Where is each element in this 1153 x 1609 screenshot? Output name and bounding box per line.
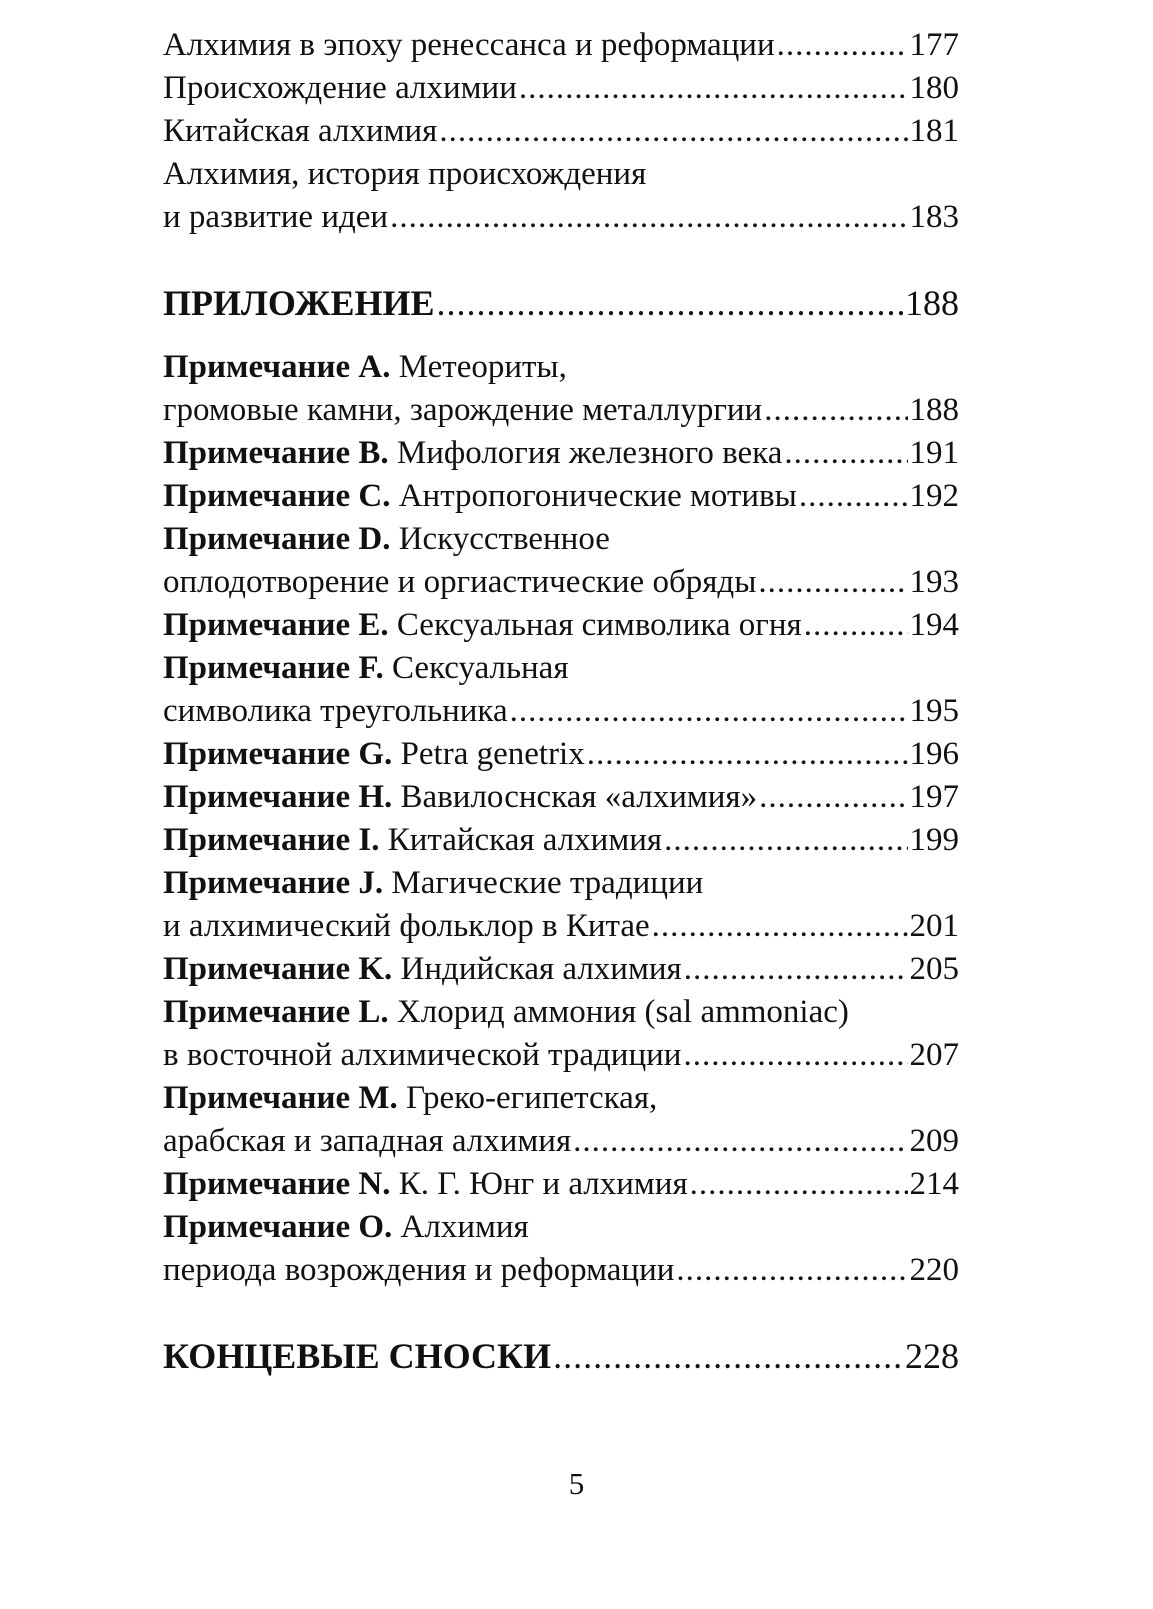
toc-note-entry	[163, 518, 959, 604]
toc-note-entry	[163, 475, 959, 518]
toc-leader-dots	[758, 561, 907, 604]
toc-entry-line	[163, 733, 959, 776]
toc-entry-line	[163, 690, 959, 733]
toc-entry-text: Хлорид аммония (sal ammoniac)	[396, 994, 849, 1030]
toc-note-entry	[163, 948, 959, 991]
toc-page-number: 188	[905, 283, 959, 323]
toc-heading-endnotes	[163, 1335, 959, 1378]
toc-entry-text: в восточной алхимической традиции	[163, 1037, 682, 1073]
toc-entry-text: и алхимический фольклор в Китае	[163, 908, 650, 944]
toc-page-number: 197	[909, 779, 959, 815]
toc-entry	[163, 153, 959, 239]
toc-entry	[163, 67, 959, 110]
toc-entry-title	[163, 776, 757, 819]
toc-note-label: Примечание G.	[163, 736, 393, 772]
toc-entry	[163, 24, 959, 67]
toc-entry-text: Индийская алхимия	[400, 951, 682, 987]
toc-page-number: 191	[909, 435, 959, 471]
toc-note-entry	[163, 776, 959, 819]
toc-note-label: Примечание K.	[163, 951, 393, 987]
toc-entry-text: Мифология железного века	[396, 435, 783, 471]
toc-leader-dots	[439, 110, 907, 153]
toc-page-number: 192	[909, 478, 959, 514]
toc-entry-line	[163, 991, 959, 1034]
toc-note-entry	[163, 733, 959, 776]
toc-leader-dots	[759, 776, 907, 819]
toc-page-number: 193	[909, 564, 959, 600]
toc-entry-text: Алхимия, история происхождения	[163, 156, 647, 192]
toc-note-entry	[163, 991, 959, 1077]
toc-page-number: 199	[909, 822, 959, 858]
toc-leader-dots	[652, 905, 908, 948]
toc-note-label: Примечание I.	[163, 822, 380, 858]
toc-entry	[163, 110, 959, 153]
toc-entry-title	[163, 948, 682, 991]
toc-entry-line	[163, 1034, 959, 1077]
toc-entry-text: Алхимия	[400, 1209, 529, 1245]
toc-note-label: Примечание C.	[163, 478, 391, 514]
toc-leader-dots	[573, 1120, 907, 1163]
toc-note-entry	[163, 1206, 959, 1292]
toc-entry-title	[163, 604, 802, 647]
toc-entry-text: Алхимия в эпоху ренессанса и реформации	[163, 27, 775, 63]
toc-leader-dots	[784, 432, 907, 475]
toc-entry-line	[163, 1120, 959, 1163]
toc-heading-line	[163, 282, 959, 325]
toc-note-label: Примечание E.	[163, 607, 389, 643]
toc-entry-line	[163, 647, 959, 690]
table-of-contents	[163, 24, 959, 1378]
toc-note-label: Примечание H.	[163, 779, 393, 815]
toc-note-label: Примечание N.	[163, 1166, 391, 1202]
toc-note-label: Примечание L.	[163, 994, 389, 1030]
toc-entry-text: Происхождение алхимии	[163, 70, 517, 106]
toc-leader-dots	[764, 389, 907, 432]
toc-entry-text: Китайская алхимия	[163, 113, 438, 149]
toc-page-number: 177	[909, 27, 959, 63]
toc-leader-dots	[676, 1249, 907, 1292]
toc-entry-title	[163, 733, 585, 776]
toc-entry-title	[163, 432, 782, 475]
toc-entry-line	[163, 475, 959, 518]
toc-page-number: 209	[909, 1123, 959, 1159]
toc-entry-text: периода возрождения и реформации	[163, 1252, 675, 1288]
toc-entry-line	[163, 346, 959, 389]
toc-note-label: Примечание A.	[163, 349, 391, 385]
toc-heading-title: ПРИЛОЖЕНИЕ	[163, 283, 435, 323]
toc-entry-line	[163, 604, 959, 647]
toc-entry-text: Petra genetrix	[400, 736, 585, 772]
toc-note-label: Примечание J.	[163, 865, 384, 901]
toc-leader-dots	[553, 1335, 903, 1378]
toc-entry-line	[163, 518, 959, 561]
toc-page-number: 205	[909, 951, 959, 987]
toc-page-number: 220	[909, 1252, 959, 1288]
toc-note-label: Примечание M.	[163, 1080, 398, 1116]
toc-entry-line	[163, 389, 959, 432]
toc-entry-line	[163, 196, 959, 239]
toc-entry-line	[163, 862, 959, 905]
toc-leader-dots	[777, 24, 908, 67]
toc-page-number: 183	[909, 199, 959, 235]
toc-spacer	[163, 1292, 959, 1335]
toc-leader-dots	[587, 733, 908, 776]
toc-page-number: 188	[909, 392, 959, 428]
toc-entry-line	[163, 819, 959, 862]
toc-heading-appendix	[163, 282, 959, 325]
toc-leader-dots	[684, 948, 908, 991]
toc-page-number: 196	[909, 736, 959, 772]
toc-note-entry	[163, 1077, 959, 1163]
toc-page-number: 195	[909, 693, 959, 729]
toc-entry-text: Греко-египетская,	[406, 1080, 658, 1116]
toc-entry-line	[163, 24, 959, 67]
toc-entry-text: Сексуальная символика огня	[396, 607, 802, 643]
toc-note-label: Примечание B.	[163, 435, 389, 471]
toc-entry-line	[163, 776, 959, 819]
toc-entry-line	[163, 1249, 959, 1292]
toc-note-entry	[163, 604, 959, 647]
toc-leader-dots	[510, 690, 908, 733]
toc-page-number: 214	[909, 1166, 959, 1202]
toc-entry-text: К. Г. Юнг и алхимия	[398, 1166, 688, 1202]
toc-leader-dots	[683, 1034, 907, 1077]
toc-entry-title	[163, 819, 662, 862]
toc-entry-title	[163, 475, 797, 518]
page-number: 5	[568, 1466, 585, 1501]
toc-entry-text: символика треугольника	[163, 693, 508, 729]
toc-note-entry	[163, 1163, 959, 1206]
toc-note-entry	[163, 819, 959, 862]
toc-leader-dots	[664, 819, 907, 862]
toc-page-number: 194	[909, 607, 959, 643]
toc-entry-line	[163, 905, 959, 948]
toc-spacer	[163, 239, 959, 282]
toc-note-entry	[163, 647, 959, 733]
toc-leader-dots	[690, 1163, 908, 1206]
toc-leader-dots	[804, 604, 908, 647]
toc-note-label: Примечание O.	[163, 1209, 393, 1245]
toc-entry-text: Антропогонические мотивы	[398, 478, 797, 514]
toc-entry-line	[163, 1077, 959, 1120]
toc-entry-line	[163, 67, 959, 110]
toc-leader-dots	[799, 475, 908, 518]
toc-page-number: 207	[909, 1037, 959, 1073]
toc-page-number: 181	[909, 113, 959, 149]
toc-entry-text: Вавилоснская «алхимия»	[400, 779, 758, 815]
toc-entry-text: Искусственное	[398, 521, 610, 557]
toc-entry-text: арабская и западная алхимия	[163, 1123, 572, 1159]
toc-page-number: 201	[909, 908, 959, 944]
toc-leader-dots	[519, 67, 908, 110]
toc-heading-title: КОНЦЕВЫЕ СНОСКИ	[163, 1336, 552, 1376]
toc-entry-text: Магические традиции	[391, 865, 704, 901]
toc-entry-line	[163, 432, 959, 475]
toc-appendix-notes	[163, 346, 959, 1292]
toc-leader-dots	[390, 196, 907, 239]
toc-entry-title	[163, 1163, 688, 1206]
toc-entry-line	[163, 561, 959, 604]
toc-section-list	[163, 24, 959, 239]
toc-entry-text: громовые камни, зарождение металлургии	[163, 392, 763, 428]
toc-note-entry	[163, 346, 959, 432]
toc-note-entry	[163, 432, 959, 475]
toc-entry-text: Сексуальная	[392, 650, 569, 686]
toc-entry-text: Китайская алхимия	[387, 822, 663, 858]
toc-entry-line	[163, 110, 959, 153]
toc-note-label: Примечание F.	[163, 650, 384, 686]
toc-entry-text: оплодотворение и оргиастические обряды	[163, 564, 757, 600]
toc-page-number: 180	[909, 70, 959, 106]
toc-page-number: 228	[905, 1336, 959, 1376]
toc-entry-line	[163, 1163, 959, 1206]
toc-entry-text: и развитие идеи	[163, 199, 389, 235]
toc-spacer	[163, 325, 959, 346]
toc-entry-line	[163, 948, 959, 991]
toc-note-entry	[163, 862, 959, 948]
toc-entry-text: Метеориты,	[398, 349, 567, 385]
toc-entry-line	[163, 1206, 959, 1249]
toc-heading-line	[163, 1335, 959, 1378]
toc-leader-dots	[437, 282, 903, 325]
toc-note-label: Примечание D.	[163, 521, 391, 557]
